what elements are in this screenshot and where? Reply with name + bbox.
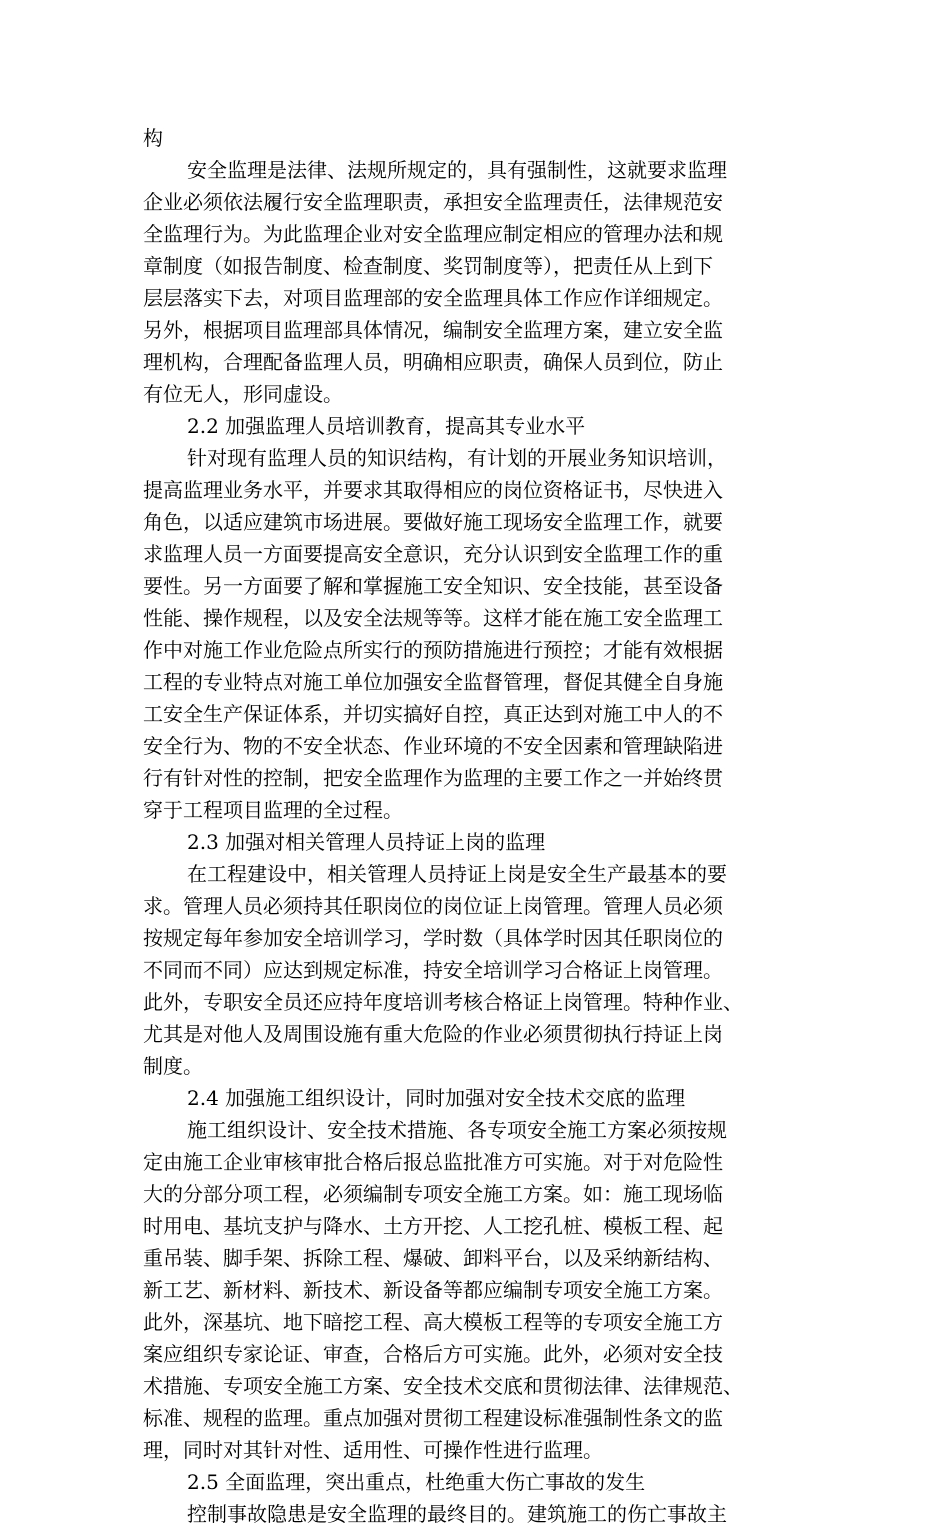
paragraph-first-line: 施工组织设计、安全技术措施、各专项安全施工方案必须按规	[187, 1118, 727, 1142]
text-line: 求监理人员一方面要提高安全意识，充分认识到安全监理工作的重	[143, 542, 723, 566]
paragraph-first-line: 针对现有监理人员的知识结构，有计划的开展业务知识培训，	[187, 446, 727, 470]
text-line: 重吊装、脚手架、拆除工程、爆破、卸料平台，以及采纳新结构、	[143, 1246, 723, 1270]
text-line: 时用电、基坑支护与降水、土方开挖、人工挖孔桩、模板工程、起	[143, 1214, 723, 1238]
text-line: 此外，专职安全员还应持年度培训考核合格证上岗管理。特种作业、	[143, 990, 743, 1014]
text-line: 章制度（如报告制度、检查制度、奖罚制度等），把责任从上到下	[143, 254, 713, 278]
text-line: 另外，根据项目监理部具体情况，编制安全监理方案，建立安全监	[143, 318, 723, 342]
text-line: 层层落实下去，对项目监理部的安全监理具体工作应作详细规定。	[143, 286, 723, 310]
document-page	[143, 122, 823, 1530]
text-line: 按规定每年参加安全培训学习，学时数（具体学时因其任职岗位的	[143, 926, 723, 950]
text-line: 安全行为、物的不安全状态、作业环境的不安全因素和管理缺陷进	[143, 734, 723, 758]
text-line: 新工艺、新材料、新技术、新设备等都应编制专项安全施工方案。	[143, 1278, 723, 1302]
paragraph-first-line: 2.2 加强监理人员培训教育，提高其专业水平	[187, 414, 586, 438]
text-line: 性能、操作规程，以及安全法规等等。这样才能在施工安全监理工	[143, 606, 723, 630]
paragraph-first-line: 2.3 加强对相关管理人员持证上岗的监理	[187, 830, 546, 854]
text-line: 企业必须依法履行安全监理职责，承担安全监理责任，法律规范安	[143, 190, 723, 214]
text-line: 要性。另一方面要了解和掌握施工安全知识、安全技能，甚至设备	[143, 574, 723, 598]
paragraph-first-line: 在工程建设中，相关管理人员持证上岗是安全生产最基本的要	[187, 862, 727, 886]
paragraph-first-line: 2.5 全面监理，突出重点，杜绝重大伤亡事故的发生	[187, 1470, 646, 1494]
text-line: 尤其是对他人及周围设施有重大危险的作业必须贯彻执行持证上岗	[143, 1022, 723, 1046]
text-line: 有位无人，形同虚设。	[143, 382, 343, 406]
text-line: 穿于工程项目监理的全过程。	[143, 798, 403, 822]
paragraph-first-line: 控制事故隐患是安全监理的最终目的。建筑施工的伤亡事故主	[187, 1502, 727, 1526]
paragraph-first-line: 安全监理是法律、法规所规定的，具有强制性，这就要求监理	[187, 158, 727, 182]
text-line: 制度。	[143, 1054, 203, 1078]
text-line: 求。管理人员必须持其任职岗位的岗位证上岗管理。管理人员必须	[143, 894, 723, 918]
text-line: 案应组织专家论证、审查，合格后方可实施。此外，必须对安全技	[143, 1342, 723, 1366]
text-line: 大的分部分项工程，必须编制专项安全施工方案。如：施工现场临	[143, 1182, 723, 1206]
text-line: 定由施工企业审核审批合格后报总监批准方可实施。对于对危险性	[143, 1150, 723, 1174]
text-line: 全监理行为。为此监理企业对安全监理应制定相应的管理办法和规	[143, 222, 723, 246]
text-line: 理机构，合理配备监理人员，明确相应职责，确保人员到位，防止	[143, 350, 723, 374]
text-line: 此外，深基坑、地下暗挖工程、高大模板工程等的专项安全施工方	[143, 1310, 723, 1334]
text-line: 工程的专业特点对施工单位加强安全监督管理，督促其健全自身施	[143, 670, 723, 694]
text-line: 标准、规程的监理。重点加强对贯彻工程建设标准强制性条文的监	[143, 1406, 723, 1430]
text-line: 行有针对性的控制，把安全监理作为监理的主要工作之一并始终贯	[143, 766, 723, 790]
text-line: 角色，以适应建筑市场进展。要做好施工现场安全监理工作，就要	[143, 510, 723, 534]
text-line: 理，同时对其针对性、适用性、可操作性进行监理。	[143, 1438, 603, 1462]
text-line: 不同而不同）应达到规定标准，持安全培训学习合格证上岗管理。	[143, 958, 723, 982]
text-line: 工安全生产保证体系，并切实搞好自控，真正达到对施工中人的不	[143, 702, 723, 726]
text-line: 提高监理业务水平，并要求其取得相应的岗位资格证书，尽快进入	[143, 478, 723, 502]
text-line: 作中对施工作业危险点所实行的预防措施进行预控；才能有效根据	[143, 638, 723, 662]
text-line: 术措施、专项安全施工方案、安全技术交底和贯彻法律、法律规范、	[143, 1374, 743, 1398]
text-line: 构	[143, 126, 163, 150]
paragraph-first-line: 2.4 加强施工组织设计，同时加强对安全技术交底的监理	[187, 1086, 686, 1110]
